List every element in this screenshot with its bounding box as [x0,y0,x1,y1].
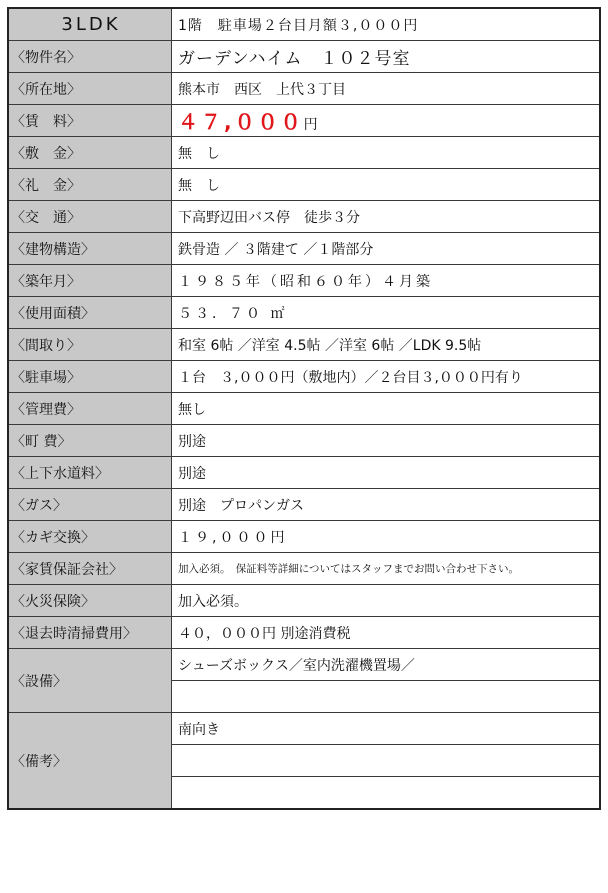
row-access [8,201,600,233]
value-key-exchange: １９,０００円 [172,521,601,553]
label-guarantor: 〈家賃保証会社〉 [8,553,172,585]
value-remarks-line-3 [172,777,601,810]
layout-type: 3LDK [8,8,172,41]
row-fire-insurance [8,585,600,617]
label-town-fee: 〈町 費〉 [8,425,172,457]
value-area: ５３．７０ ㎡ [172,297,601,329]
value-gas: 別途 プロパンガス [172,489,601,521]
label-built: 〈築年月〉 [8,265,172,297]
row-floor-plan [8,329,600,361]
row-name [8,41,600,73]
label-structure: 〈建物構造〉 [8,233,172,265]
value-parking: １台 ３,０００円（敷地内）／２台目３,０００円有り [172,361,601,393]
label-area: 〈使用面積〉 [8,297,172,329]
label-floor-plan: 〈間取り〉 [8,329,172,361]
row-structure [8,233,600,265]
header-row [8,8,600,41]
label-management-fee: 〈管理費〉 [8,393,172,425]
header-summary: 1階 駐車場２台目月額３,０００円 [172,8,601,41]
rent-unit: 円 [303,117,318,133]
value-address: 熊本市 西区 上代３丁目 [172,73,601,105]
value-facilities-line-1: シューズボックス／室内洗濯機置場／ [172,649,601,681]
label-cleaning-fee: 〈退去時清掃費用〉 [8,617,172,649]
property-table [7,7,601,810]
label-gas: 〈ガス〉 [8,489,172,521]
label-facilities: 〈設備〉 [8,649,172,713]
value-fire-insurance: 加入必須。 [172,585,601,617]
row-parking [8,361,600,393]
row-key-money [8,169,600,201]
rent-amount: ４７,０００ [178,110,304,134]
row-key-exchange [8,521,600,553]
label-key-exchange: 〈カギ交換〉 [8,521,172,553]
row-cleaning-fee [8,617,600,649]
value-remarks-line-2 [172,745,601,777]
value-access: 下高野辺田バス停 徒歩３分 [172,201,601,233]
row-management-fee [8,393,600,425]
value-remarks-line-1: 南向き [172,713,601,745]
label-address: 〈所在地〉 [8,73,172,105]
row-rent [8,105,600,137]
value-management-fee: 無し [172,393,601,425]
label-remarks: 〈備考〉 [8,713,172,810]
value-cleaning-fee: ４０，０００円 別途消費税 [172,617,601,649]
label-fire-insurance: 〈火災保険〉 [8,585,172,617]
row-water-fee [8,457,600,489]
row-deposit [8,137,600,169]
row-address [8,73,600,105]
value-water-fee: 別途 [172,457,601,489]
label-key-money: 〈礼 金〉 [8,169,172,201]
value-guarantor: 加入必須。 保証料等詳細についてはスタッフまでお問い合わせ下さい。 [172,553,601,585]
row-gas [8,489,600,521]
row-facilities [8,649,600,681]
label-parking: 〈駐車場〉 [8,361,172,393]
label-access: 〈交 通〉 [8,201,172,233]
value-town-fee: 別途 [172,425,601,457]
value-facilities-line-2 [172,681,601,713]
value-floor-plan: 和室 6帖 ／洋室 4.5帖 ／洋室 6帖 ／LDK 9.5帖 [172,329,601,361]
row-built [8,265,600,297]
row-remarks [8,713,600,745]
row-town-fee [8,425,600,457]
label-name: 〈物件名〉 [8,41,172,73]
value-rent [172,105,601,137]
value-deposit: 無 し [172,137,601,169]
label-rent: 〈賃 料〉 [8,105,172,137]
row-guarantor [8,553,600,585]
label-water-fee: 〈上下水道料〉 [8,457,172,489]
label-deposit: 〈敷 金〉 [8,137,172,169]
value-built: １９８５年（昭和６０年）４月築 [172,265,601,297]
value-name: ガーデンハイム １０２号室 [172,41,601,73]
property-sheet [7,7,601,810]
value-structure: 鉄骨造 ／ ３階建て ／１階部分 [172,233,601,265]
row-area [8,297,600,329]
value-key-money: 無 し [172,169,601,201]
